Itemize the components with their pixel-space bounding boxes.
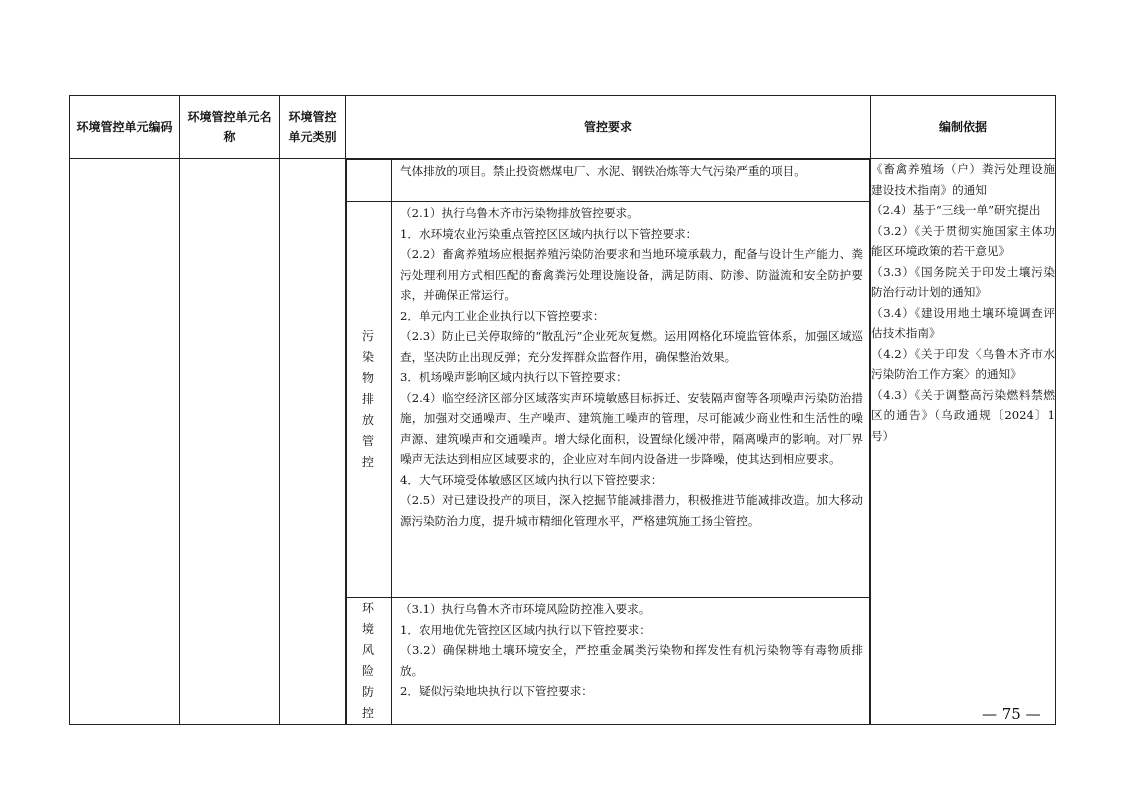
section-environmental-risk [347, 598, 870, 725]
basis-line: 《畜禽养殖场（户）粪污处理设施建设技术指南》的通知 [871, 162, 1055, 197]
section-continuation [347, 160, 870, 202]
requirement-line: （2.2）畜禽养殖场应根据养殖污染防治要求和当地环境承载力，配备与设计生产能力、粪污处理利用方式相匹配的畜禽粪污处理设施设备，满足防雨、防渗、防溢流和安全防护要求，并确保正常运行。 [400, 247, 863, 302]
section-label [347, 160, 392, 202]
requirement-line: 3．机场噪声影响区域内执行以下管控要求： [400, 370, 628, 384]
requirement-line: （2.4）临空经济区部分区域落实声环境敏感目标拆迁、安装隔声窗等各项噪声污染防治措施，加强对交通噪声、生产噪声、建筑施工噪声的管理，尽可能减少商业性和生活性的噪声源、建筑噪声和交通噪声。增大绿化面积，设置绿化缓冲带，隔离噪声的影响。对厂界噪声无法达到相应区域要求的，企业应对车间内设备进一步降噪，使其达到相应要求。 [400, 390, 863, 466]
requirement-line: 2．疑似污染地块执行以下管控要求： [400, 684, 593, 698]
requirement-line: 气体排放的项目。禁止投资燃煤电厂、水泥、钢铁冶炼等大气污染严重的项目。 [400, 164, 806, 178]
cell-unit-code [70, 159, 180, 725]
section-pollutant-emission [347, 202, 870, 598]
header-unit-name: 环境管控单元名称 [180, 96, 280, 159]
requirement-line: （2.1）执行乌鲁木齐市污染物排放管控要求。 [400, 206, 639, 220]
header-unit-code: 环境管控单元编码 [70, 96, 180, 159]
requirement-line: （3.1）执行乌鲁木齐市环境风险防控准入要求。 [400, 602, 651, 616]
requirement-line: （3.2）确保耕地土壤环境安全，严控重金属类污染物和挥发性有机污染物等有毒物质排放。 [400, 643, 863, 678]
requirement-line: 4．大气环境受体敏感区区域内执行以下管控要求： [400, 472, 663, 487]
section-label: 环境风险防控 [347, 598, 392, 725]
section-requirements [392, 598, 870, 725]
page-number: — 75 — [982, 705, 1041, 723]
basis-line: （2.4）基于“三线一单”研究提出 [871, 203, 1041, 217]
cell-unit-name [180, 159, 280, 725]
basis-line: （4.3）《关于调整高污染燃料禁燃区的通告》（乌政通规〔2024〕1号） [871, 387, 1055, 443]
header-unit-category: 环境管控单元类别 [280, 96, 346, 159]
cell-requirements [346, 159, 871, 725]
requirement-line: 2．单元内工业企业执行以下管控要求： [400, 308, 605, 323]
header-basis: 编制依据 [871, 96, 1056, 159]
basis-line: （4.2）《关于印发〈乌鲁木齐市水污染防治工作方案〉的通知》 [871, 346, 1055, 381]
requirements-subtable [346, 159, 870, 724]
section-requirements [392, 160, 870, 202]
requirement-line: （2.5）对已建设投产的项目，深入挖掘节能减排潜力，积极推进节能减排改造。加大移动源污染防治力度，提升城市精细化管理水平，严格建筑施工扬尘管控。 [400, 493, 863, 528]
basis-line: （3.2）《关于贯彻实施国家主体功能区环境政策的若干意见》 [871, 223, 1055, 258]
cell-unit-category [280, 159, 346, 725]
table-row [70, 159, 1056, 725]
header-requirements: 管控要求 [346, 96, 871, 159]
basis-line: （3.4）《建设用地土壤环境调查评估技术指南》 [871, 305, 1055, 340]
cell-basis [871, 159, 1056, 725]
section-requirements [392, 202, 870, 598]
basis-line: （3.3）《国务院关于印发土壤污染防治行动计划的通知》 [871, 264, 1055, 299]
section-label: 污染物排放管控 [347, 202, 392, 598]
table-header-row [70, 96, 1056, 159]
requirement-line: 1．农用地优先管控区区域内执行以下管控要求： [400, 622, 651, 637]
requirement-line: 1．水环境农业污染重点管控区区域内执行以下管控要求： [400, 226, 698, 241]
requirement-line: （2.3）防止已关停取缔的“散乱污”企业死灰复燃。运用网格化环境监管体系，加强区域巡查，坚决防止出现反弹；充分发挥群众监督作用，确保整治效果。 [400, 329, 863, 364]
control-requirements-table [69, 95, 1056, 725]
